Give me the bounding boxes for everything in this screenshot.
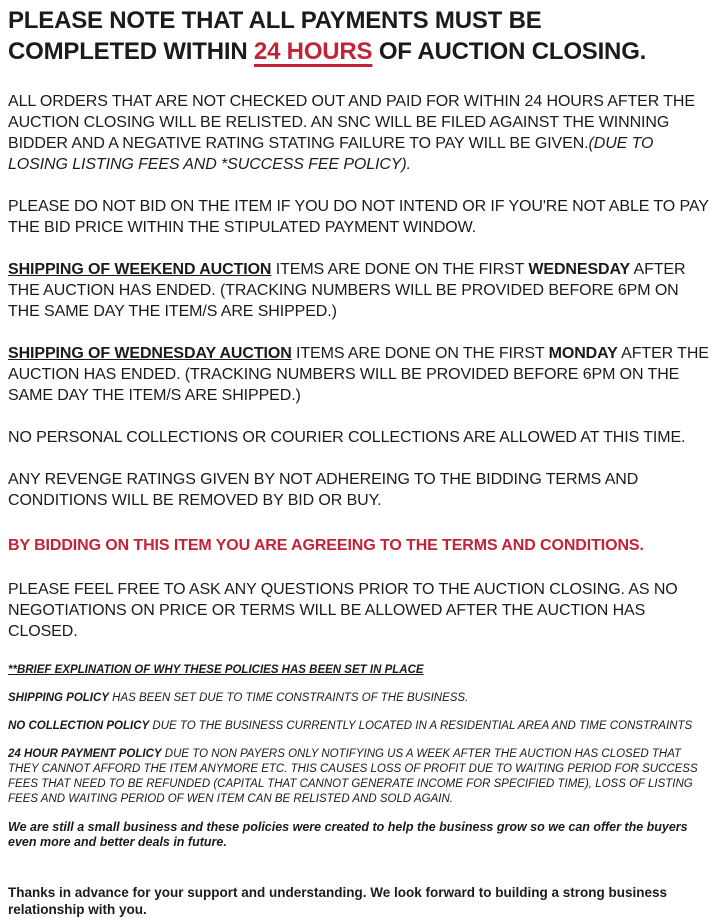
agreement-notice-paragraph xyxy=(8,535,710,556)
collection-policy-explanation xyxy=(8,719,712,734)
policy-explanation-section xyxy=(8,663,712,918)
collection-policy-text: DUE TO THE BUSINESS CURRENTLY LOCATED IN A RESIDENTIAL AREA AND TIME CONSTRAINTS xyxy=(149,720,693,732)
payment-policy-explanation xyxy=(8,747,712,807)
relist-policy-main-text: ALL ORDERS THAT ARE NOT CHECKED OUT AND PAID FOR WITHIN 24 HOURS AFTER THE AUCTION CLOSING WILL BE RELISTED. AN SNC WILL BE FILED AGAINST THE WINNING BIDDER AND A NEGATIVE RATING STATING FAILURE TO PAY WILL BE GIVEN. xyxy=(8,93,695,152)
wednesday-shipping-mid: ITEMS ARE DONE ON THE FIRST xyxy=(291,345,549,362)
closing-thanks-paragraph xyxy=(8,884,712,918)
weekend-shipping-lead: SHIPPING OF WEEKEND AUCTION xyxy=(8,261,272,278)
explanation-heading xyxy=(8,663,712,678)
small-business-note xyxy=(8,820,712,850)
questions-paragraph xyxy=(8,579,710,642)
wednesday-shipping-day: MONDAY xyxy=(548,345,618,362)
explanation-heading-text: **BRIEF EXPLINATION OF WHY THESE POLICIES HAS BEEN SET IN PLACE xyxy=(8,664,424,676)
wednesday-shipping-lead: SHIPPING OF WEDNESDAY AUCTION xyxy=(8,345,292,362)
relist-policy-paragraph xyxy=(8,91,710,175)
no-collections-paragraph xyxy=(8,427,710,448)
questions-text: PLEASE FEEL FREE TO ASK ANY QUESTIONS PRIOR TO THE AUCTION CLOSING. AS NO NEGOTIATIONS ON PRICE OR TERMS WILL BE ALLOWED AFTER THE AUCTION HAS CLOSED. xyxy=(8,581,678,640)
no-collections-text: NO PERSONAL COLLECTIONS OR COURIER COLLECTIONS ARE ALLOWED AT THIS TIME. xyxy=(8,429,686,446)
payment-deadline-heading-pre: PLEASE NOTE THAT ALL PAYMENTS MUST BE COMPLETED WITHIN xyxy=(8,7,542,65)
payment-policy-text: DUE TO NON PAYERS ONLY NOTIFYING US A WEEK AFTER THE AUCTION HAS CLOSED THAT THEY CANNOT AFFORD THE ITEM ANYMORE ETC. THIS CAUSES LOSS OF PROFIT DUE TO WAITING PERIOD FOR SUCCESS FEES THAT NEED TO BE REFUNDED (CAPITAL THAT CANNOT GENERATE INCOME FOR SPECIFIED TIME), LOSS OF LISTING FEES AND WAITING PERIOD OF WEN ITEM CAN BE RELISTED AND SOLD AGAIN. xyxy=(8,748,698,805)
revenge-ratings-paragraph xyxy=(8,469,710,511)
weekend-shipping-paragraph xyxy=(8,259,710,322)
shipping-policy-text: HAS BEEN SET DUE TO TIME CONSTRAINTS OF THE BUSINESS. xyxy=(108,692,469,704)
do-not-bid-paragraph xyxy=(8,196,710,238)
weekend-shipping-day: WEDNESDAY xyxy=(528,261,631,278)
payment-deadline-24-hours-highlight: 24 HOURS xyxy=(253,38,373,65)
shipping-policy-explanation xyxy=(8,691,712,706)
payment-deadline-heading xyxy=(8,5,653,67)
do-not-bid-text: PLEASE DO NOT BID ON THE ITEM IF YOU DO NOT INTEND OR IF YOU'RE NOT ABLE TO PAY THE BID PRICE WITHIN THE STIPULATED PAYMENT WINDOW. xyxy=(8,198,709,236)
relist-policy-fees-aside: (DUE TO LOSING LISTING FEES AND *SUCCESS FEE POLICY). xyxy=(8,135,654,173)
wednesday-shipping-rest: AFTER THE AUCTION HAS ENDED. (TRACKING NUMBERS WILL BE PROVIDED BEFORE 6PM ON THE SAME DAY THE ITEM/S ARE SHIPPED.) xyxy=(8,345,709,404)
collection-policy-label: NO COLLECTION POLICY xyxy=(8,720,150,732)
payment-deadline-heading-post: OF AUCTION CLOSING. xyxy=(372,38,647,65)
closing-thanks-text: Thanks in advance for your support and understanding. We look forward to building a strong business relationship with you. xyxy=(8,885,668,917)
wednesday-shipping-paragraph xyxy=(8,343,710,406)
weekend-shipping-rest: AFTER THE AUCTION HAS ENDED. (TRACKING NUMBERS WILL BE PROVIDED BEFORE 6PM ON THE SAME DAY THE ITEM/S ARE SHIPPED.) xyxy=(8,261,686,320)
revenge-ratings-text: ANY REVENGE RATINGS GIVEN BY NOT ADHEREING TO THE BIDDING TERMS AND CONDITIONS WILL BE REMOVED BY BID OR BUY. xyxy=(8,471,639,509)
agreement-notice-text: BY BIDDING ON THIS ITEM YOU ARE AGREEING TO THE TERMS AND CONDITIONS. xyxy=(8,537,644,554)
shipping-policy-label: SHIPPING POLICY xyxy=(8,692,109,704)
payment-policy-label: 24 HOUR PAYMENT POLICY xyxy=(8,748,162,760)
weekend-shipping-mid: ITEMS ARE DONE ON THE FIRST xyxy=(271,261,529,278)
small-business-note-text: We are still a small business and these policies were created to help the business grow so we can offer the buyers even more and better deals in future. xyxy=(8,820,688,849)
